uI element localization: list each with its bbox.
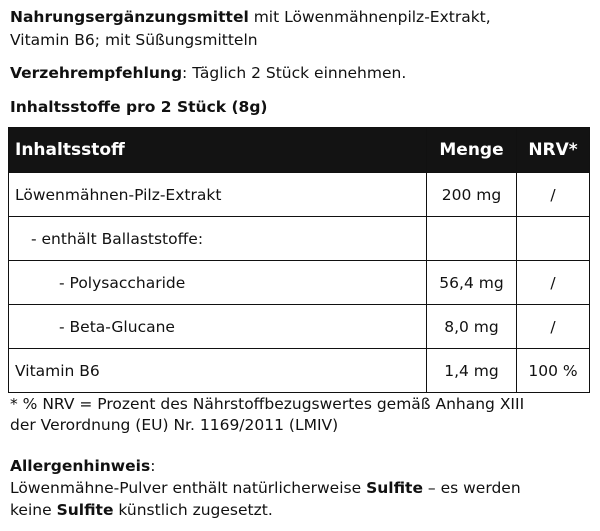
allergen-text: keine (10, 501, 57, 519)
allergen-line1 (10, 477, 594, 499)
ingredients-table (8, 127, 590, 393)
ingredient-amount: 200 mg (427, 173, 517, 217)
header-amount: Menge (427, 128, 517, 173)
allergen-heading (10, 455, 594, 477)
dosage-label: Verzehrempfehlung (10, 64, 183, 82)
ingredient-nrv: / (517, 305, 590, 349)
ingredient-amount: 8,0 mg (427, 305, 517, 349)
ingredient-name: - Beta-Glucane (9, 305, 427, 349)
ingredient-amount (427, 217, 517, 261)
table-row (9, 217, 590, 261)
allergen-title-colon: : (150, 457, 156, 475)
product-description-line2: Vitamin B6; mit Süßungsmitteln (10, 31, 258, 49)
product-type: Nahrungsergänzungsmittel (10, 8, 249, 26)
ingredient-name: - enthält Ballaststoffe: (9, 217, 427, 261)
ingredient-name: Vitamin B6 (9, 349, 427, 393)
footnote-line2: der Verordnung (EU) Nr. 1169/2011 (LMIV) (10, 416, 339, 434)
ingredient-amount: 1,4 mg (427, 349, 517, 393)
table-row (9, 261, 590, 305)
allergen-text: Löwenmähne-Pulver enthält natürlicherweise (10, 479, 367, 497)
allergen-sulfite: Sulfite (366, 479, 423, 497)
header-ingredient: Inhaltsstoff (9, 128, 427, 173)
ingredient-name: - Polysaccharide (9, 261, 427, 305)
product-description-rest: mit Löwenmähnenpilz-Extrakt, (248, 8, 491, 26)
allergen-text: künstlich zugesetzt. (113, 501, 273, 519)
allergen-title: Allergenhinweis (10, 457, 151, 475)
dosage-text: : Täglich 2 Stück einnehmen. (182, 64, 407, 82)
ingredient-nrv: / (517, 261, 590, 305)
dosage-recommendation (10, 62, 594, 84)
ingredient-amount: 56,4 mg (427, 261, 517, 305)
table-row (9, 305, 590, 349)
product-description-line1 (10, 6, 594, 28)
ingredient-nrv: 100 % (517, 349, 590, 393)
table-title: Inhaltsstoffe pro 2 Stück (8g) (10, 98, 268, 116)
header-nrv: NRV* (517, 128, 590, 173)
ingredient-name: Löwenmähnen-Pilz-Extrakt (9, 173, 427, 217)
table-row (9, 173, 590, 217)
ingredient-nrv (517, 217, 590, 261)
table-row (9, 349, 590, 393)
allergen-text: – es werden (422, 479, 521, 497)
allergen-line2 (10, 499, 594, 521)
footnote-line1: * % NRV = Prozent des Nährstoffbezugswertes gemäß Anhang XIII (10, 395, 525, 413)
ingredient-nrv: / (517, 173, 590, 217)
table-header-row (9, 128, 590, 173)
allergen-sulfite: Sulfite (56, 501, 114, 519)
